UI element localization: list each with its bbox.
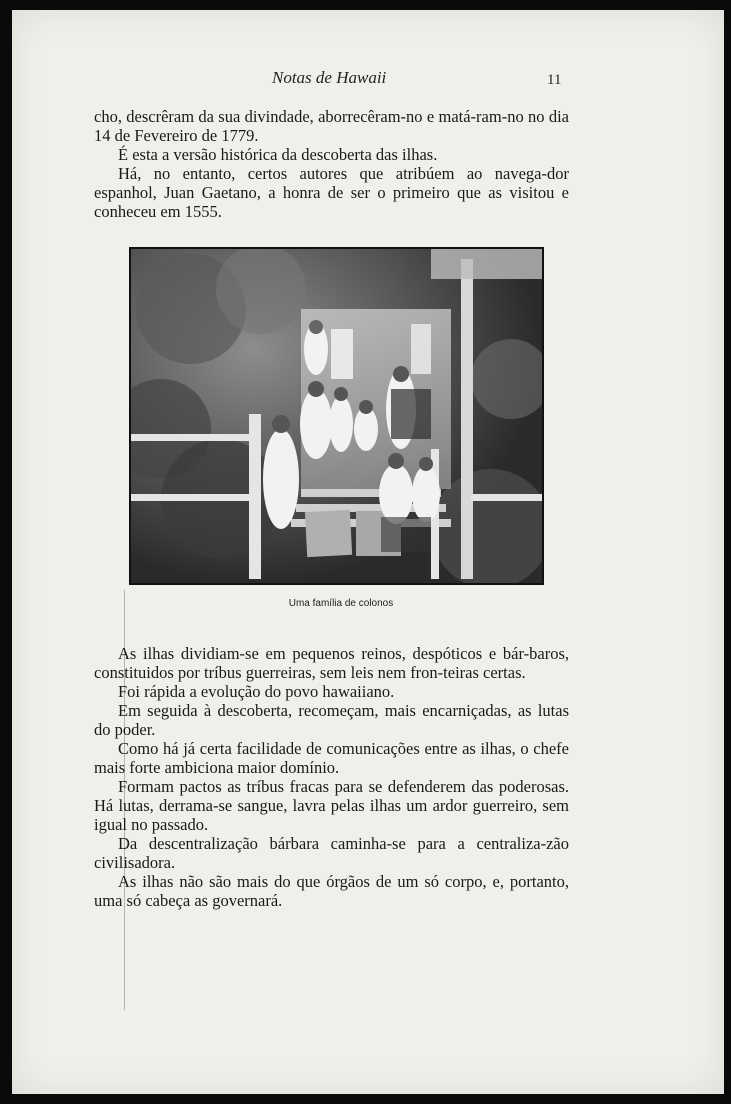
- paragraph: Formam pactos as tríbus fracas para se defenderem das poderosas. Há lutas, derrama-se sangue, lavra pelas ilhas um ardor guerreiro, sem igual no passado.: [94, 777, 569, 834]
- paragraph: As ilhas dividiam-se em pequenos reinos, despóticos e bár-baros, constituidos por tríbus guerreiras, sem leis nem fron-teiras certas.: [94, 644, 569, 682]
- paragraph: Da descentralização bárbara caminha-se para a centraliza-zão civilisadora.: [94, 834, 569, 872]
- paragraph: Em seguida à descoberta, recomeçam, mais encarniçadas, as lutas do poder.: [94, 701, 569, 739]
- page-number: 11: [547, 72, 562, 88]
- photo-illustration: [131, 249, 542, 583]
- paragraph: As ilhas não são mais do que órgãos de um só corpo, e, portanto, uma só cabeça as governará.: [94, 872, 569, 910]
- book-page: [12, 10, 724, 1094]
- paragraph: Foi rápida a evolução do povo hawaiiano.: [118, 682, 395, 701]
- figure-caption: Uma família de colonos: [288, 598, 394, 609]
- top-text-block: [94, 107, 569, 221]
- paragraph: Como há já certa facilidade de comunicações entre as ilhas, o chefe mais forte ambiciona maior domínio.: [94, 739, 569, 777]
- paragraph: É esta a versão histórica da descoberta das ilhas.: [118, 145, 438, 164]
- colonists-family-photo: [129, 247, 544, 585]
- running-title: Notas de Hawaii: [272, 68, 387, 87]
- paragraph: cho, descrêram da sua divindade, aborrecêram-no e matá-ram-no no dia 14 de Fevereiro de 1779.: [94, 107, 569, 145]
- bottom-text-block: [94, 644, 569, 910]
- paragraph: Há, no entanto, certos autores que atribúem ao navega-dor espanhol, Juan Gaetano, a honra de ser o primeiro que as visitou e conheceu em 1555.: [94, 164, 569, 221]
